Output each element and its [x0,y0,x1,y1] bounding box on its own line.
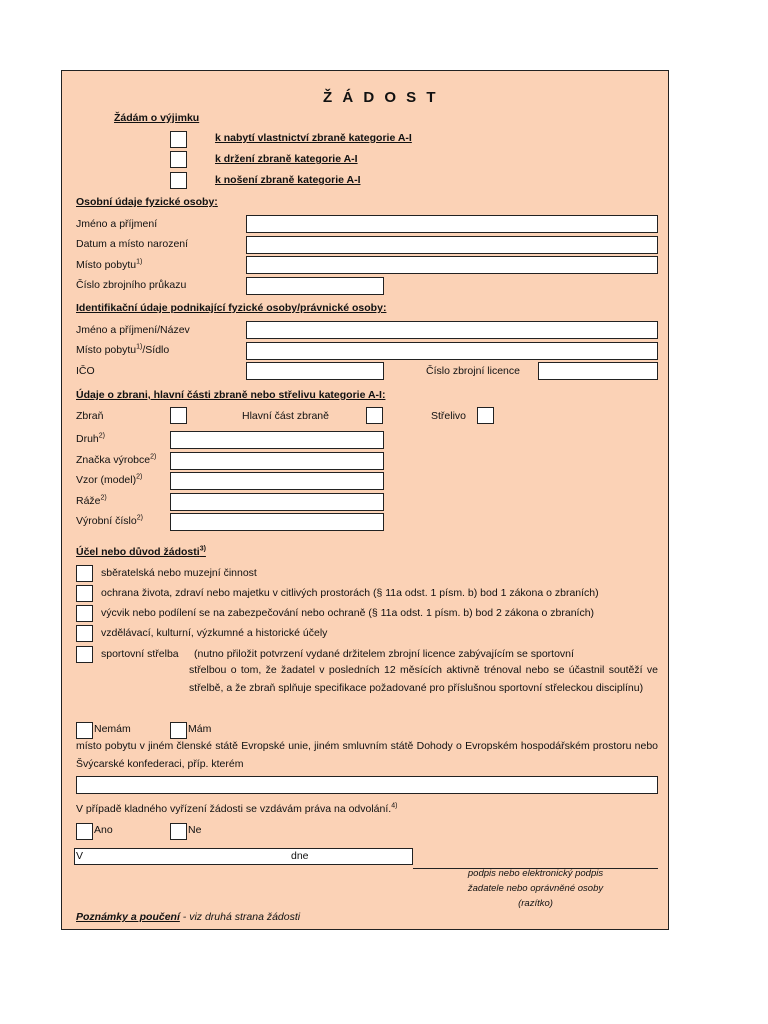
business-heading: Identifikační údaje podnikající fyzické osoby/právnické osoby: [76,302,387,314]
purpose-sport-note-rest: střelbou o tom, že žadatel v posledních 12 měsících aktivně trénoval nebo se účastnil soutěží ve střelbě, a že zbraň splňuje specifikace požadované pro příslušnou sportovní střeleckou disciplínu) [189,664,658,694]
place-label: V [76,850,84,862]
weapon-heading: Údaje o zbrani, hlavní části zbraně nebo střelivu kategorie A-I: [76,389,386,401]
acquire-checkbox[interactable] [170,131,187,148]
serial-field[interactable] [170,513,384,531]
birth-field[interactable] [246,236,658,254]
ammo-checkbox[interactable] [477,407,494,424]
purpose-sport-note-first: (nutno přiložit potvrzení vydané držitelem zbrojní licence zabývajícím se sportovní [194,648,574,660]
appeal-no-label: Ne [188,824,202,836]
possess-label: k držení zbraně kategorie A-I [215,153,358,165]
name-label: Jméno a příjmení [76,218,158,230]
request-heading: Žádám o výjimku [114,112,200,124]
business-name-field[interactable] [246,321,658,339]
serial-label: Výrobní číslo$^{2)}$ [76,514,143,527]
purpose-training-checkbox[interactable] [76,605,93,622]
caliber-field[interactable] [170,493,384,511]
signature-caption: podpis nebo elektronický podpis žadatele nebo oprávněné osoby (razítko) [467,868,604,909]
model-field[interactable] [170,472,384,490]
name-field[interactable] [246,215,658,233]
form-title: Ž Á D O S T [323,89,439,106]
appeal-no-checkbox[interactable] [170,823,187,840]
purpose-protection-label: ochrana života, zdraví nebo majetku v citlivých prostorách (§ 11a odst. 1 písm. b) bod 1 zákona o zbraních) [101,587,599,599]
acquire-label: k nabytí vlastnictví zbraně kategorie A-I [215,132,412,144]
carry-checkbox[interactable] [170,172,187,189]
business-residence-label: Místo pobytu$^{1)}$/Sídlo [76,343,170,356]
purpose-sport-checkbox[interactable] [76,646,93,663]
purpose-training-label: výcvik nebo podílení se na zabezpečování nebo ochraně (§ 11a odst. 1 písm. b) bod 2 zákona o zbraních) [101,607,595,619]
permit-field[interactable] [246,277,384,295]
appeal-text: V případě kladného vyřízení žádosti se vzdávám práva na odvolání.$^{4)}$ [76,802,398,815]
weapon-type-label: Zbraň [76,410,104,422]
purpose-protection-checkbox[interactable] [76,585,93,602]
possess-checkbox[interactable] [170,151,187,168]
residence-eu-field[interactable] [76,776,658,794]
permit-label: Číslo zbrojního průkazu [76,279,187,291]
residence-yes-label: Mám [188,723,212,735]
purpose-education-label: vzdělávací, kulturní, výzkumné a historické účely [101,627,328,639]
ico-label: IČO [76,365,95,377]
residence-no-label: Nemám [94,723,131,735]
business-residence-field[interactable] [246,342,658,360]
purpose-collector-label: sběratelská nebo muzejní činnost [101,567,257,579]
application-form [61,70,669,930]
date-label: dne [291,850,309,862]
residence-eu-text: místo pobytu v jiném členské státě Evropské unie, jiném smluvním státě Dohody o Evropském hospodářském prostoru nebo Švýcarské konfederaci, příp. kterém [76,740,658,770]
main-part-checkbox[interactable] [366,407,383,424]
purpose-education-checkbox[interactable] [76,625,93,642]
purpose-heading: Účel nebo důvod žádosti$^{3)}$ [76,545,206,558]
purpose-sport-label: sportovní střelba [101,648,179,660]
caliber-label: Ráže$^{2)}$ [76,494,107,507]
model-label: Vzor (model)$^{2)}$ [76,473,143,486]
brand-label: Značka výrobce$^{2)}$ [76,453,157,466]
licence-label: Číslo zbrojní licence [426,365,520,377]
weapon-type-checkbox[interactable] [170,407,187,424]
ico-field[interactable] [246,362,384,380]
ammo-label: Střelivo [431,410,467,422]
kind-label: Druh$^{2)}$ [76,432,105,445]
purpose-collector-checkbox[interactable] [76,565,93,582]
carry-label: k nošení zbraně kategorie A-I [215,174,361,186]
business-name-label: Jméno a příjmení/Název [76,324,190,336]
notes-link[interactable]: Poznámky a poučení - viz druhá strana žádosti [76,911,301,923]
appeal-yes-checkbox[interactable] [76,823,93,840]
kind-field[interactable] [170,431,384,449]
appeal-yes-label: Ano [94,824,113,836]
main-part-label: Hlavní část zbraně [242,410,329,422]
residence-field[interactable] [246,256,658,274]
place-date-field[interactable] [74,848,413,865]
personal-heading: Osobní údaje fyzické osoby: [76,196,218,208]
birth-label: Datum a místo narození [76,238,189,250]
licence-field[interactable] [538,362,658,380]
residence-label: Místo pobytu$^{1)}$ [76,258,143,271]
brand-field[interactable] [170,452,384,470]
